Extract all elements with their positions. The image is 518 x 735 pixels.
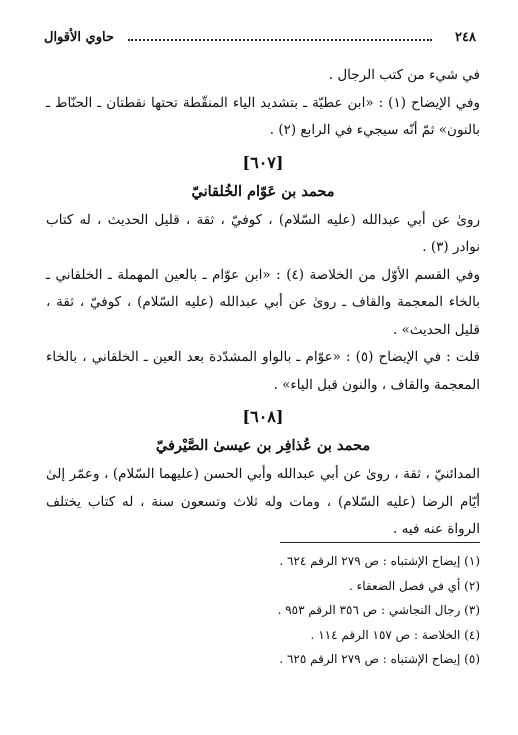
entry-number: [٦٠٨]	[242, 407, 284, 426]
entry-heading: محمد بن عَوّام الخُلقانيّ	[191, 182, 335, 200]
footnote: (٣) رجال النجاشي : ص ٣٥٦ الرقم ٩٥٣ .	[277, 603, 480, 617]
paragraph: روىٰ عن أبي عبدالله (عليه السّلام) ، كوفيّ ، ثقة ، قليل الحديث ، له كتاب نوادر (٣) .	[46, 211, 480, 255]
paragraph: المدائنيّ ، ثقة ، روىٰ عن أبي عبدالله وأبي الحسن (عليهما السّلام) ، وعمّر إلىٰ أيّام الرضا (عليه السّلام) ، ومات وله ثلاث وتسعون سنة ، له كتاب يختلف الرواة عنه فيه .	[46, 466, 480, 537]
footnote-divider	[280, 542, 480, 543]
main-text	[46, 62, 480, 544]
footnote: (٢) أي في فصل الضعفاء .	[349, 578, 480, 593]
page-number: ٢٤٨	[455, 30, 476, 45]
paragraph: وفي القسم الأوّل من الخلاصة (٤) : «ابن عوّام ـ بالعين المهملة ـ الخلقاني ـ بالخاء المعجمة والقاف ـ روىٰ عن أبي عبدالله (عليه السّلام) ، كوفيّ ، ثقة ، قليل الحديث» .	[46, 266, 481, 338]
entry-number: [٦٠٧]	[242, 152, 284, 172]
footnote: (٤) الخلاصة : ص ١٥٧ الرقم ١١٤ .	[310, 627, 480, 642]
footnote: (١) إيضاح الإشتباه : ص ٢٧٩ الرقم ٦٢٤ .	[279, 554, 480, 568]
running-header	[44, 30, 476, 52]
paragraph: وفي الإيضاح (١) : «ابن عطيّة ـ بتشديد الياء المنقّطة تحتها نقطتان ـ الحنّاط ـ بالنون» ثمّ أنّه سيجيء في الرابع (٢) .	[46, 94, 481, 138]
paragraph: قلت : في الإيضاح (٥) : «عوّام ـ بالواو المشدّدة بعد العين ـ الخلقاني ، بالخاء المعجمة والقاف ، والنون قبل الياء» .	[46, 349, 480, 393]
entry-heading: محمد بن عُذافِر بن عيسىٰ الصَّيْرفيّ	[155, 437, 371, 454]
footnote: (٥) إيضاح الإشتباه : ص ٢٧٩ الرقم ٦٢٥ .	[279, 652, 480, 666]
footnotes	[60, 542, 480, 672]
header-dotted-leader	[128, 39, 432, 41]
book-title: حاوي الأقوال	[44, 30, 114, 45]
paragraph: في شيء من كتب الرجال .	[328, 67, 480, 83]
